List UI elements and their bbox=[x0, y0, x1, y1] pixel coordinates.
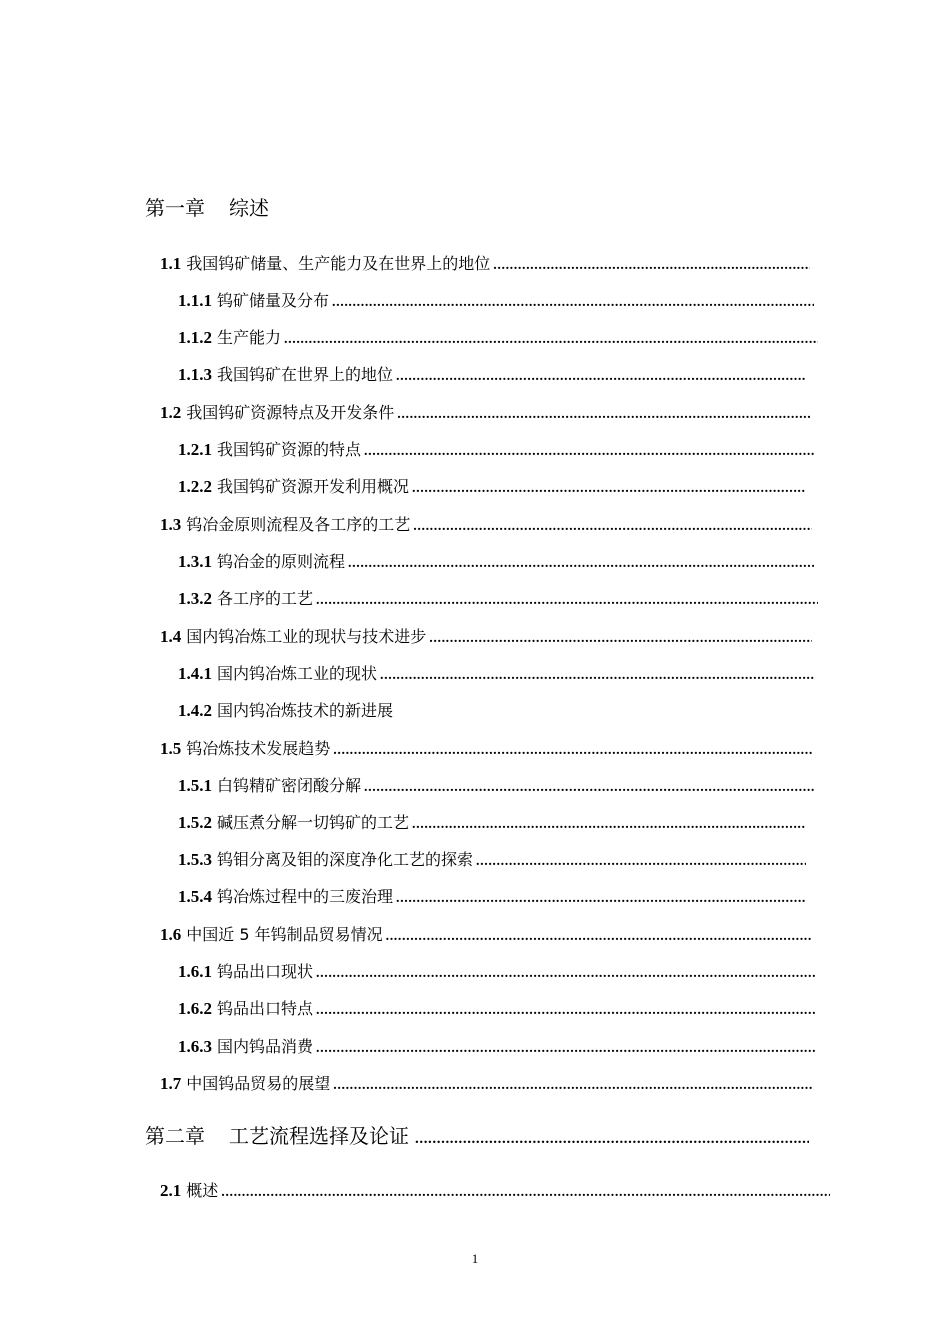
toc-entry-number: 1.1.2 bbox=[178, 328, 212, 347]
dot-leader bbox=[412, 817, 806, 833]
toc-entry-number: 1.5.4 bbox=[178, 887, 212, 906]
toc-entry-title: 钨冶炼技术发展趋势 bbox=[186, 739, 331, 758]
dot-leader bbox=[333, 743, 812, 759]
toc-entry-number: 1.2.1 bbox=[178, 440, 212, 459]
dot-leader bbox=[413, 519, 812, 535]
toc-entry[interactable] bbox=[160, 400, 812, 423]
dot-leader bbox=[397, 407, 812, 423]
toc-entry-title: 国内钨冶炼技术的新进展 bbox=[217, 701, 394, 720]
toc-entry-number: 1.2.2 bbox=[178, 477, 212, 496]
dot-leader bbox=[348, 556, 814, 572]
toc-entry[interactable] bbox=[178, 437, 814, 460]
toc-entry-number: 1.6 bbox=[160, 925, 182, 944]
toc-entry-title: 钨冶金原则流程及各工序的工艺 bbox=[186, 515, 411, 534]
toc-entry-title: 钨冶金的原则流程 bbox=[217, 552, 346, 571]
dot-leader bbox=[333, 1078, 812, 1094]
chapter-title: 工艺流程选择及论证 bbox=[229, 1124, 409, 1148]
toc-entry[interactable] bbox=[178, 773, 814, 796]
toc-entry[interactable] bbox=[178, 325, 818, 348]
toc-chapter-1[interactable] bbox=[145, 192, 345, 221]
toc-entry[interactable] bbox=[160, 736, 812, 759]
toc-entry[interactable] bbox=[178, 362, 806, 385]
toc-entry[interactable] bbox=[160, 251, 810, 274]
toc-entry-number: 1.3 bbox=[160, 515, 182, 534]
toc-entry-number: 1.5.3 bbox=[178, 850, 212, 869]
dot-leader bbox=[396, 891, 806, 907]
toc-entry[interactable] bbox=[178, 288, 814, 311]
toc-entry-number: 1.1.3 bbox=[178, 365, 212, 384]
toc-entry-number: 1.3.2 bbox=[178, 589, 212, 608]
chapter-label: 第二章 bbox=[145, 1124, 205, 1148]
toc-entry-number: 1.6.2 bbox=[178, 999, 212, 1018]
dot-leader bbox=[396, 369, 806, 385]
dot-leader bbox=[364, 444, 814, 460]
toc-entry[interactable] bbox=[178, 549, 814, 572]
dot-leader bbox=[476, 854, 806, 870]
dot-leader bbox=[332, 295, 814, 311]
toc-entry-title: 中国钨品贸易的展望 bbox=[186, 1074, 331, 1093]
dot-leader bbox=[284, 332, 818, 348]
toc-entry-title: 国内钨冶炼工业的现状 bbox=[217, 664, 378, 683]
toc-entry[interactable] bbox=[160, 624, 812, 647]
toc-entry[interactable] bbox=[178, 661, 814, 684]
toc-entry-title: 钨品出口现状 bbox=[217, 962, 314, 981]
toc-entry-title: 钨冶炼过程中的三废治理 bbox=[217, 887, 394, 906]
toc-entry-number: 1.2 bbox=[160, 403, 182, 422]
toc-entry[interactable] bbox=[178, 698, 578, 721]
dot-leader bbox=[380, 668, 814, 684]
toc-entry[interactable] bbox=[178, 959, 816, 982]
toc-entry-title: 各工序的工艺 bbox=[217, 589, 314, 608]
toc-entry[interactable] bbox=[160, 922, 812, 945]
toc-entry-number: 1.5 bbox=[160, 739, 182, 758]
toc-entry-title: 我国钨矿在世界上的地位 bbox=[217, 365, 394, 384]
dot-leader bbox=[386, 929, 812, 945]
toc-entry-number: 1.5.2 bbox=[178, 813, 212, 832]
toc-entry-title: 白钨精矿密闭酸分解 bbox=[217, 776, 362, 795]
toc-entry-title: 我国钨矿资源特点及开发条件 bbox=[186, 403, 395, 422]
toc-entry-title: 钨矿储量及分布 bbox=[217, 291, 330, 310]
toc-entry[interactable] bbox=[178, 847, 806, 870]
dot-leader bbox=[493, 258, 810, 274]
toc-entry[interactable] bbox=[160, 512, 812, 535]
toc-entry-title: 我国钨矿资源开发利用概况 bbox=[217, 477, 410, 496]
chapter-title: 综述 bbox=[229, 196, 269, 220]
dot-leader bbox=[316, 966, 816, 982]
dot-leader bbox=[316, 1041, 816, 1057]
dot-leader bbox=[415, 1131, 809, 1148]
toc-entry[interactable] bbox=[178, 884, 806, 907]
toc-entry-title: 碱压煮分解一切钨矿的工艺 bbox=[217, 813, 410, 832]
toc-entry-title: 中国近 5 年钨制品贸易情况 bbox=[186, 925, 383, 944]
toc-entry-title: 我国钨矿储量、生产能力及在世界上的地位 bbox=[186, 254, 491, 273]
page-number: 1 bbox=[471, 1251, 479, 1266]
dot-leader bbox=[316, 1003, 816, 1019]
toc-entry-title: 概述 bbox=[186, 1181, 219, 1200]
toc-entry-number: 2.1 bbox=[160, 1181, 182, 1200]
toc-entry-number: 1.5.1 bbox=[178, 776, 212, 795]
dot-leader bbox=[316, 593, 818, 609]
toc-entry[interactable] bbox=[178, 1034, 816, 1057]
toc-entry-number: 1.6.3 bbox=[178, 1037, 212, 1056]
dot-leader bbox=[412, 481, 806, 497]
toc-entry-number: 1.3.1 bbox=[178, 552, 212, 571]
toc-entry-number: 1.4.2 bbox=[178, 701, 212, 720]
toc-entry-number: 1.4 bbox=[160, 627, 182, 646]
toc-entry-number: 1.4.1 bbox=[178, 664, 212, 683]
toc-entry[interactable] bbox=[160, 1178, 830, 1201]
toc-entry-number: 1.7 bbox=[160, 1074, 182, 1093]
dot-leader bbox=[429, 631, 812, 647]
chapter-label: 第一章 bbox=[145, 196, 205, 220]
toc-entry-title: 钨钼分离及钼的深度净化工艺的探索 bbox=[217, 850, 474, 869]
toc-entry-title: 国内钨冶炼工业的现状与技术进步 bbox=[186, 627, 427, 646]
toc-entry-number: 1.6.1 bbox=[178, 962, 212, 981]
toc-entry-title: 国内钨品消费 bbox=[217, 1037, 314, 1056]
toc-entry-title: 钨品出口特点 bbox=[217, 999, 314, 1018]
dot-leader bbox=[221, 1185, 830, 1201]
dot-leader bbox=[364, 780, 814, 796]
toc-entry-title: 生产能力 bbox=[217, 328, 282, 347]
toc-entry[interactable] bbox=[178, 474, 806, 497]
toc-entry-number: 1.1.1 bbox=[178, 291, 212, 310]
toc-entry[interactable] bbox=[178, 810, 806, 833]
toc-chapter-2[interactable] bbox=[145, 1120, 809, 1149]
toc-entry[interactable] bbox=[160, 1071, 812, 1094]
toc-entry-number: 1.1 bbox=[160, 254, 182, 273]
toc-entry[interactable] bbox=[178, 586, 818, 609]
toc-entry-title: 我国钨矿资源的特点 bbox=[217, 440, 362, 459]
toc-entry[interactable] bbox=[178, 996, 816, 1019]
